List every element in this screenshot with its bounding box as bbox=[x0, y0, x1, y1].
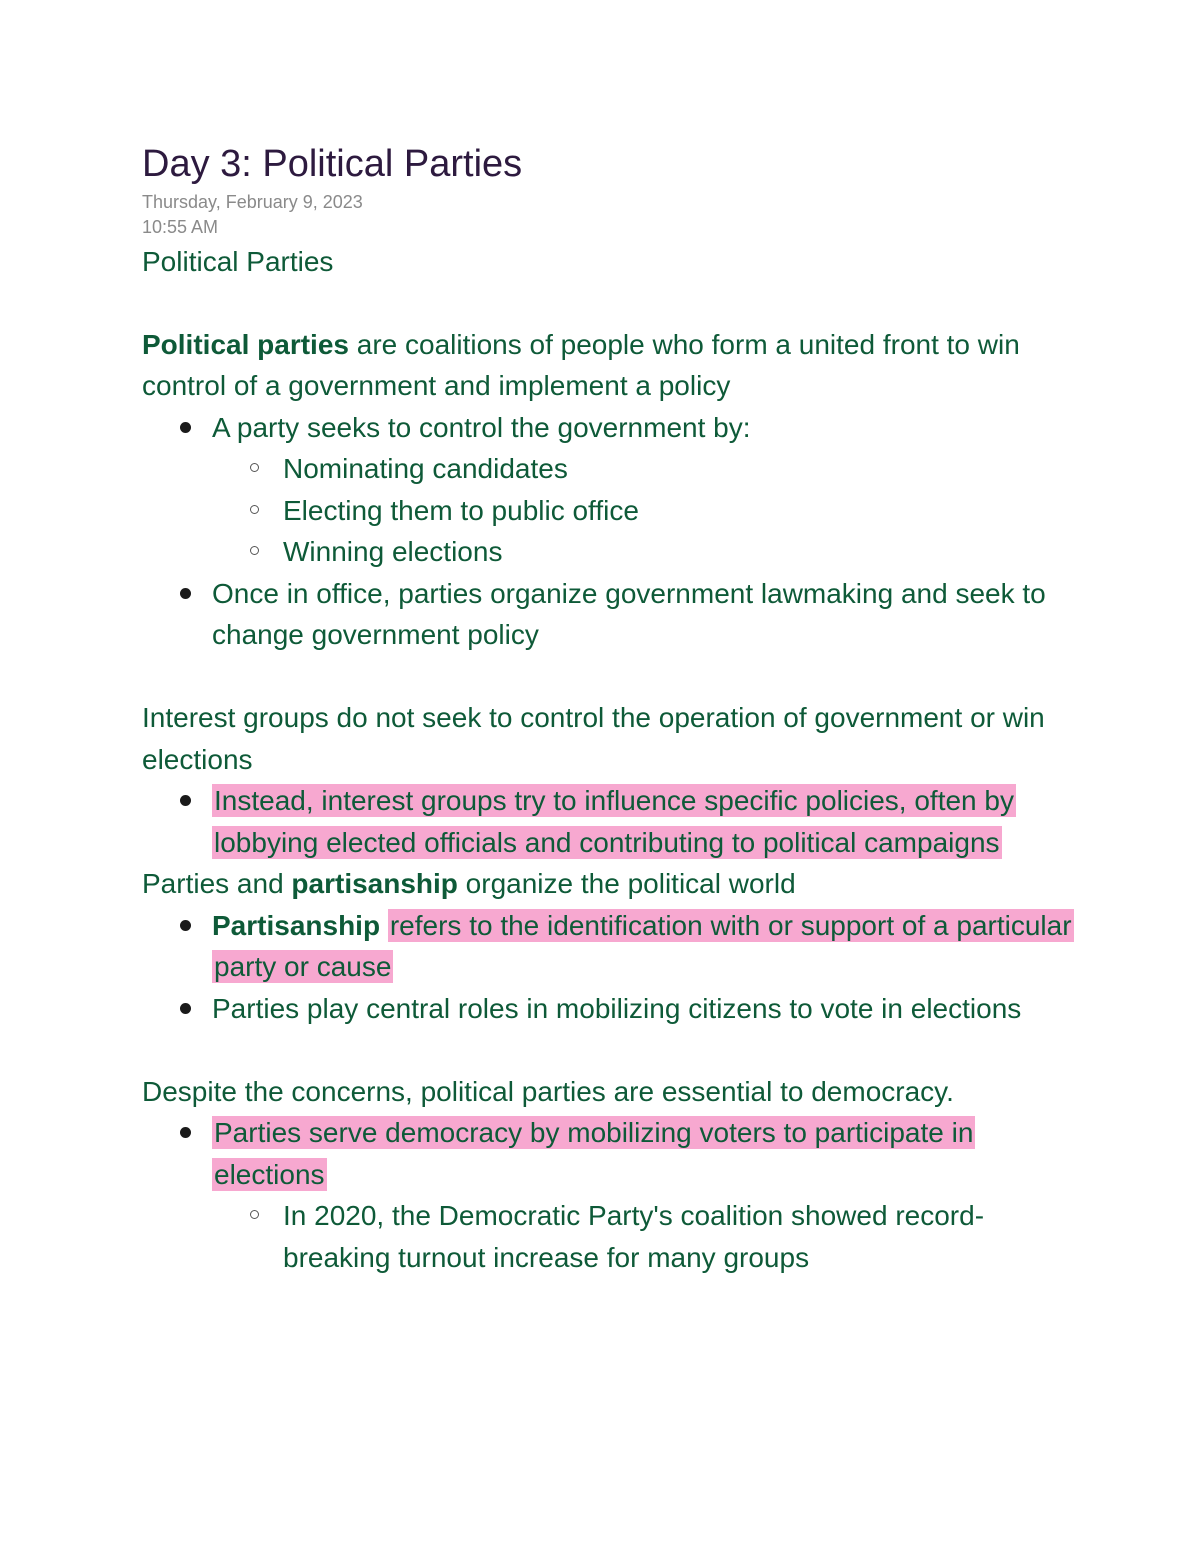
list-item bbox=[142, 905, 1072, 988]
bullet-disc-icon bbox=[180, 920, 191, 931]
highlighted-text: Instead, interest groups try to influence specific policies, often by lobbying elected officials and contributing to political campaigns bbox=[214, 785, 1014, 858]
list-item-text: A party seeks to control the government by: bbox=[212, 411, 751, 443]
bullet-list bbox=[142, 905, 1072, 1030]
bullet-disc-icon bbox=[180, 1127, 191, 1138]
page-title: Day 3: Political Parties bbox=[142, 143, 523, 185]
note-page bbox=[142, 138, 1072, 1278]
bullet-list bbox=[142, 407, 1072, 656]
block-interest-groups bbox=[142, 697, 1072, 863]
list-item bbox=[142, 407, 1072, 449]
definition-text: are coalitions of people who form a united front to win control of a government and implement a policy bbox=[142, 328, 1020, 401]
sub-list-item bbox=[142, 490, 1072, 532]
list-item bbox=[142, 573, 1072, 656]
spacer bbox=[142, 282, 1072, 324]
bullet-disc-icon bbox=[180, 1003, 191, 1014]
bullet-disc-icon bbox=[180, 422, 191, 433]
term-political-parties: Political parties bbox=[142, 328, 349, 360]
sub-list-item-text: Winning elections bbox=[283, 536, 503, 567]
sub-list-item-text: Electing them to public office bbox=[283, 494, 639, 526]
partisanship-paragraph bbox=[142, 863, 1072, 905]
sub-list-item bbox=[142, 448, 1072, 490]
paragraph-suffix: organize the political world bbox=[457, 868, 796, 899]
note-time: 10:55 AM bbox=[142, 217, 219, 237]
spacer bbox=[142, 656, 1072, 698]
list-item-text: Once in office, parties organize government lawmaking and seek to change government policy bbox=[212, 577, 1046, 650]
interest-groups-paragraph: Interest groups do not seek to control the operation of government or win elections bbox=[142, 702, 1045, 775]
block-democracy bbox=[142, 1071, 1072, 1279]
bullet-circle-icon bbox=[250, 1210, 259, 1219]
highlighted-text: Parties serve democracy by mobilizing voters to participate in elections bbox=[214, 1117, 974, 1190]
list-item-text: Parties play central roles in mobilizing citizens to vote in elections bbox=[212, 992, 1022, 1024]
democracy-paragraph: Despite the concerns, political parties are essential to democracy. bbox=[142, 1075, 954, 1107]
bullet-circle-icon bbox=[250, 546, 259, 555]
section-heading: Political Parties bbox=[142, 246, 334, 277]
list-item bbox=[142, 1112, 1072, 1195]
term-partisanship-bullet: Partisanship bbox=[212, 909, 381, 941]
spacer bbox=[142, 1029, 1072, 1071]
block-political-parties bbox=[142, 324, 1072, 656]
bullet-circle-icon bbox=[250, 505, 259, 514]
paragraph-prefix: Parties and bbox=[142, 868, 292, 899]
space bbox=[380, 910, 388, 941]
sub-list-item-text: Nominating candidates bbox=[283, 453, 568, 484]
definition-paragraph bbox=[142, 324, 1072, 407]
list-item bbox=[142, 780, 1072, 863]
bullet-disc-icon bbox=[180, 588, 191, 599]
block-partisanship bbox=[142, 863, 1072, 1029]
sub-list-item bbox=[142, 1195, 1072, 1278]
note-date: Thursday, February 9, 2023 bbox=[142, 192, 363, 212]
term-partisanship: partisanship bbox=[291, 868, 458, 899]
sub-list-item bbox=[142, 531, 1072, 573]
list-item bbox=[142, 988, 1072, 1030]
sub-list-item-text: In 2020, the Democratic Party's coalition showed record-breaking turnout increase for many groups bbox=[283, 1200, 985, 1273]
highlighted-text: refers to the identification with or support of a particular party or cause bbox=[214, 909, 1072, 982]
bullet-disc-icon bbox=[180, 795, 191, 806]
bullet-circle-icon bbox=[250, 463, 259, 472]
bullet-list bbox=[142, 1112, 1072, 1278]
bullet-list bbox=[142, 780, 1072, 863]
